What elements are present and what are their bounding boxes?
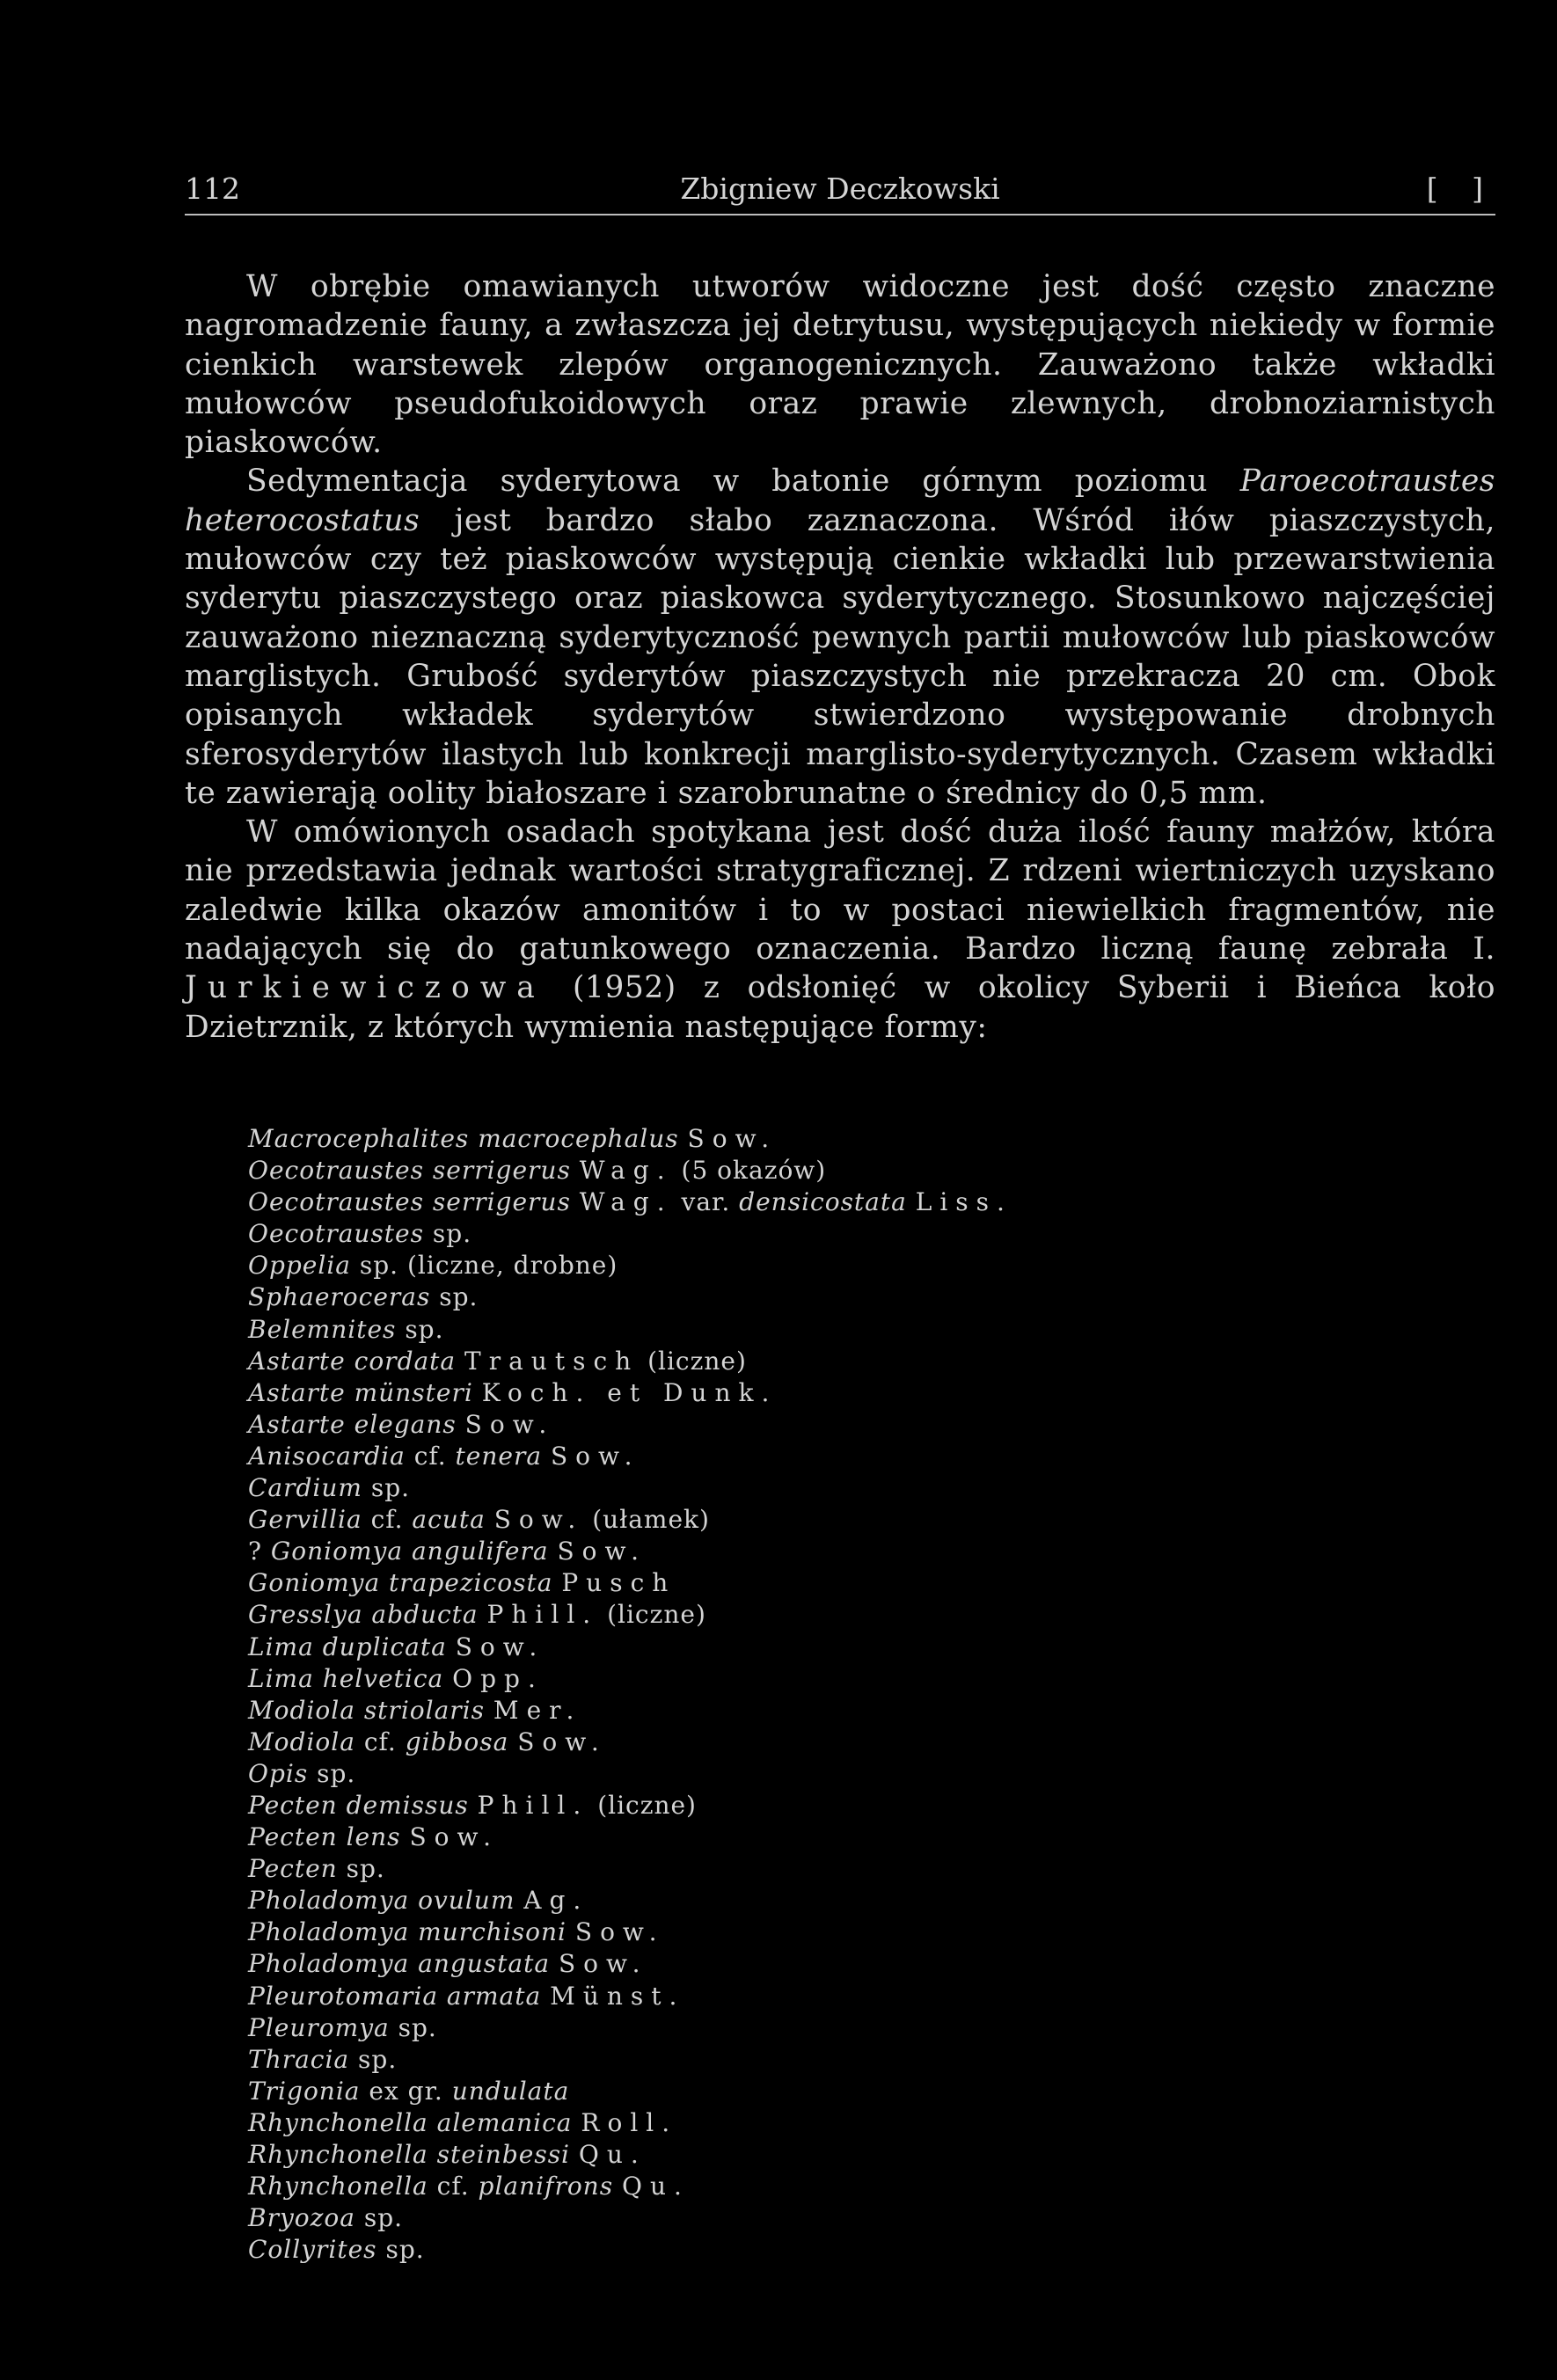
taxon-author: Sow. xyxy=(455,1632,545,1661)
taxon-note: sp. xyxy=(370,1473,411,1503)
taxon-note: var. xyxy=(681,1187,731,1217)
taxon-name: Belemnites xyxy=(248,1314,397,1344)
taxon-name: Anisocardia xyxy=(248,1441,406,1471)
species-item xyxy=(248,1948,1392,1980)
taxon-name: Macrocephalites macrocephalus xyxy=(248,1124,679,1153)
taxon-name: Astarte münsteri xyxy=(248,1377,473,1407)
species-item xyxy=(248,1186,1392,1218)
species-item xyxy=(248,1853,1392,1885)
taxon-author: Sow. xyxy=(464,1409,555,1439)
taxon-name: Paroecotraustes heterocostatus xyxy=(185,464,1495,538)
species-item xyxy=(248,1632,1392,1663)
taxon-author: Münst. xyxy=(550,1981,685,2011)
taxon-name: Gresslya abducta xyxy=(248,1600,479,1630)
paragraph-text: jest bardzo słabo zaznaczona. Wśród iłów piaszczystych, mułowców czy też piaskowców występują cienkie wkładki lub przewarstwienia syderytu piaszczystego oraz piaskowca syderytycznego. Stosunkowo najczęściej zauważono nieznaczną syderytyczność pewnych partii mułowców lub piaskowców marglistych. Grubość syderytów piaszczystych nie przekracza 20 cm. Obok opisanych wkładek syderytów stwierdzono występowanie drobnych sferosyderytów ilastych lub konkrecji marglisto-syderytycznych. Czasem wkładki te zawierają oolity białoszare i szarobrunatne o średnicy do 0,5 mm. xyxy=(185,502,1495,811)
taxon-name: gibbosa xyxy=(405,1727,509,1756)
taxon-name: undulata xyxy=(451,2076,570,2106)
species-item xyxy=(248,1885,1392,1916)
taxon-name: Sphaeroceras xyxy=(248,1282,431,1312)
taxon-name: Pholadomya angustata xyxy=(248,1949,551,1979)
taxon-name: Astarte elegans xyxy=(248,1409,457,1439)
taxon-author: Sow. xyxy=(687,1124,778,1153)
species-item xyxy=(248,1314,1392,1346)
taxon-note: sp. xyxy=(439,1282,479,1312)
species-item xyxy=(248,1695,1392,1727)
taxon-name: Collyrites xyxy=(248,2235,377,2265)
taxon-name: Modiola striolaris xyxy=(248,1695,485,1725)
taxon-name: tenera xyxy=(455,1441,543,1471)
species-item xyxy=(248,1822,1392,1853)
taxon-author: Sow. xyxy=(493,1505,584,1535)
taxon-author: Wag. xyxy=(579,1156,673,1186)
taxon-note: sp. xyxy=(317,1758,356,1788)
species-item xyxy=(248,1377,1392,1409)
species-item xyxy=(248,2171,1392,2202)
taxon-author: Sow. xyxy=(550,1441,640,1471)
taxon-name: Rhynchonella steinbessi xyxy=(248,2140,571,2169)
species-item xyxy=(248,1218,1392,1250)
taxon-name: Trigonia xyxy=(248,2076,361,2106)
taxon-note: cf. xyxy=(436,2172,470,2201)
taxon-author: Ag. xyxy=(523,1886,589,1916)
taxon-note: sp. xyxy=(358,2044,398,2074)
taxon-name: Pecten xyxy=(248,1854,338,1884)
taxon-name: Pleuromya xyxy=(248,2012,390,2042)
taxon-author: Sow. xyxy=(409,1822,500,1852)
taxon-author: Phill. xyxy=(477,1790,589,1820)
body-text xyxy=(185,267,1495,1047)
taxon-author: Phill. xyxy=(486,1600,599,1630)
taxon-name: Goniomya angulifera xyxy=(270,1537,549,1566)
taxon-note: sp. xyxy=(385,2235,425,2265)
species-item xyxy=(248,1663,1392,1695)
species-item xyxy=(248,1536,1392,1567)
taxon-note: sp. xyxy=(405,1314,444,1344)
taxon-note: cf. xyxy=(413,1441,447,1471)
taxon-author: Qu. xyxy=(622,2172,690,2201)
taxon-name: Rhynchonella alemanica xyxy=(248,2107,573,2137)
cited-author: Jurkiewiczowa xyxy=(185,970,545,1006)
taxon-note: cf. xyxy=(363,1727,397,1756)
taxon-name: acuta xyxy=(412,1505,486,1535)
species-item xyxy=(248,1599,1392,1631)
species-item xyxy=(248,1123,1392,1155)
taxon-author: Roll. xyxy=(581,2107,678,2137)
taxon-note: sp. (liczne, drobne) xyxy=(359,1251,618,1281)
taxon-name: Pholadomya murchisoni xyxy=(248,1917,567,1947)
taxon-author: Sow. xyxy=(574,1917,665,1947)
taxon-author: Qu. xyxy=(578,2140,647,2169)
taxon-name: Gervillia xyxy=(248,1505,362,1535)
species-item xyxy=(248,2234,1392,2266)
taxon-note: (liczne) xyxy=(597,1790,697,1820)
species-item xyxy=(248,2076,1392,2107)
taxon-name: Pholadomya ovulum xyxy=(248,1886,515,1916)
paragraph: W obrębie omawianych utworów widoczne jest dość często znaczne nagromadzenie fauny, a zwłaszcza jej detrytusu, występujących niekiedy w formie cienkich warstewek zlepów organogenicznych. Zauważono także wkładki mułowców pseudofukoidowych oraz prawie zlewnych, drobnoziarnistych piaskowców. xyxy=(185,269,1495,461)
taxon-name: Astarte cordata xyxy=(248,1346,457,1376)
taxon-name: Lima helvetica xyxy=(248,1663,444,1693)
taxon-author: Opp. xyxy=(452,1663,544,1693)
taxon-name: densicostata xyxy=(739,1187,907,1217)
taxon-note: (ułamek) xyxy=(592,1505,710,1535)
header-bracket: [ ] xyxy=(1426,172,1495,206)
taxon-name: Rhynchonella xyxy=(248,2172,428,2201)
taxon-name: Opis xyxy=(248,1758,309,1788)
taxon-name: Oecotraustes serrigerus xyxy=(248,1156,571,1186)
species-item xyxy=(248,1727,1392,1758)
taxon-note: cf. xyxy=(370,1505,404,1535)
taxon-name: Pecten lens xyxy=(248,1822,401,1852)
species-item xyxy=(248,1250,1392,1281)
taxon-author: Liss. xyxy=(915,1187,1012,1217)
query-mark: ? xyxy=(248,1537,271,1566)
species-item xyxy=(248,2202,1392,2234)
taxon-author: Wag. xyxy=(579,1187,673,1217)
taxon-author: Pusch xyxy=(561,1568,676,1598)
species-item xyxy=(248,2139,1392,2171)
taxon-name: Bryozoa xyxy=(248,2203,355,2233)
species-item xyxy=(248,2107,1392,2139)
taxon-name: Pecten demissus xyxy=(248,1790,469,1820)
taxon-note: sp. xyxy=(363,2203,404,2233)
species-item xyxy=(248,1409,1392,1441)
paragraph-text: W omówionych osadach spotykana jest dość duża ilość fauny małżów, która nie przedstawia jednak wartości stratygraficznej. Z rdzeni wiertniczych uzyskano zaledwie kilka okazów amonitów i to w postaci niewielkich fragmentów, nie nadających się do gatunkowego oznaczenia. Bardzo liczną faunę zebrała I. xyxy=(185,814,1495,967)
paragraph-text: Sedymentacja syderytowa w batonie górnym poziomu xyxy=(246,464,1240,500)
taxon-author: Sow. xyxy=(557,1537,647,1566)
taxon-name: Modiola xyxy=(248,1727,355,1756)
species-item xyxy=(248,2044,1392,2076)
paragraph xyxy=(185,813,1495,1047)
species-item xyxy=(248,1346,1392,1377)
taxon-name: Goniomya trapezicosta xyxy=(248,1568,553,1598)
running-header xyxy=(185,172,1495,215)
species-item xyxy=(248,1472,1392,1504)
species-item xyxy=(248,1916,1392,1948)
taxon-note: (liczne) xyxy=(647,1346,747,1376)
taxon-name: Oppelia xyxy=(248,1251,351,1281)
species-item xyxy=(248,1790,1392,1822)
species-list xyxy=(248,1123,1392,2266)
taxon-note: sp. xyxy=(346,1854,385,1884)
taxon-name: Oecotraustes serrigerus xyxy=(248,1187,571,1217)
running-author: Zbigniew Deczkowski xyxy=(680,172,1000,206)
taxon-name: Thracia xyxy=(248,2044,350,2074)
taxon-author: Trautsch xyxy=(464,1346,640,1376)
species-item xyxy=(248,1567,1392,1599)
species-item xyxy=(248,1504,1392,1536)
taxon-name: Cardium xyxy=(248,1473,362,1503)
taxon-note: sp. xyxy=(398,2012,437,2042)
species-item xyxy=(248,2012,1392,2044)
taxon-name: planifrons xyxy=(478,2172,614,2201)
paragraph xyxy=(185,462,1495,813)
taxon-name: Pleurotomaria armata xyxy=(248,1981,542,2011)
species-item xyxy=(248,1155,1392,1186)
taxon-author: Mer. xyxy=(493,1695,582,1725)
taxon-note: sp. xyxy=(432,1219,472,1249)
species-item xyxy=(248,1758,1392,1790)
paragraph-text: (1952) z odsłonięć w okolicy Syberii i Bieńca koło Dzietrznik, z których wymienia następujące formy: xyxy=(185,970,1495,1045)
taxon-note: (liczne) xyxy=(607,1600,706,1630)
page-number: 112 xyxy=(185,172,240,206)
taxon-author: Koch. et Dunk. xyxy=(481,1377,778,1407)
species-item xyxy=(248,1441,1392,1472)
taxon-note: ex gr. xyxy=(369,2076,443,2106)
taxon-name: Lima duplicata xyxy=(248,1632,447,1661)
taxon-author: Sow. xyxy=(558,1949,648,1979)
species-item xyxy=(248,1981,1392,2012)
species-item xyxy=(248,1281,1392,1313)
taxon-note: (5 okazów) xyxy=(681,1156,827,1186)
taxon-name: Oecotraustes xyxy=(248,1219,424,1249)
taxon-author: Sow. xyxy=(517,1727,607,1756)
